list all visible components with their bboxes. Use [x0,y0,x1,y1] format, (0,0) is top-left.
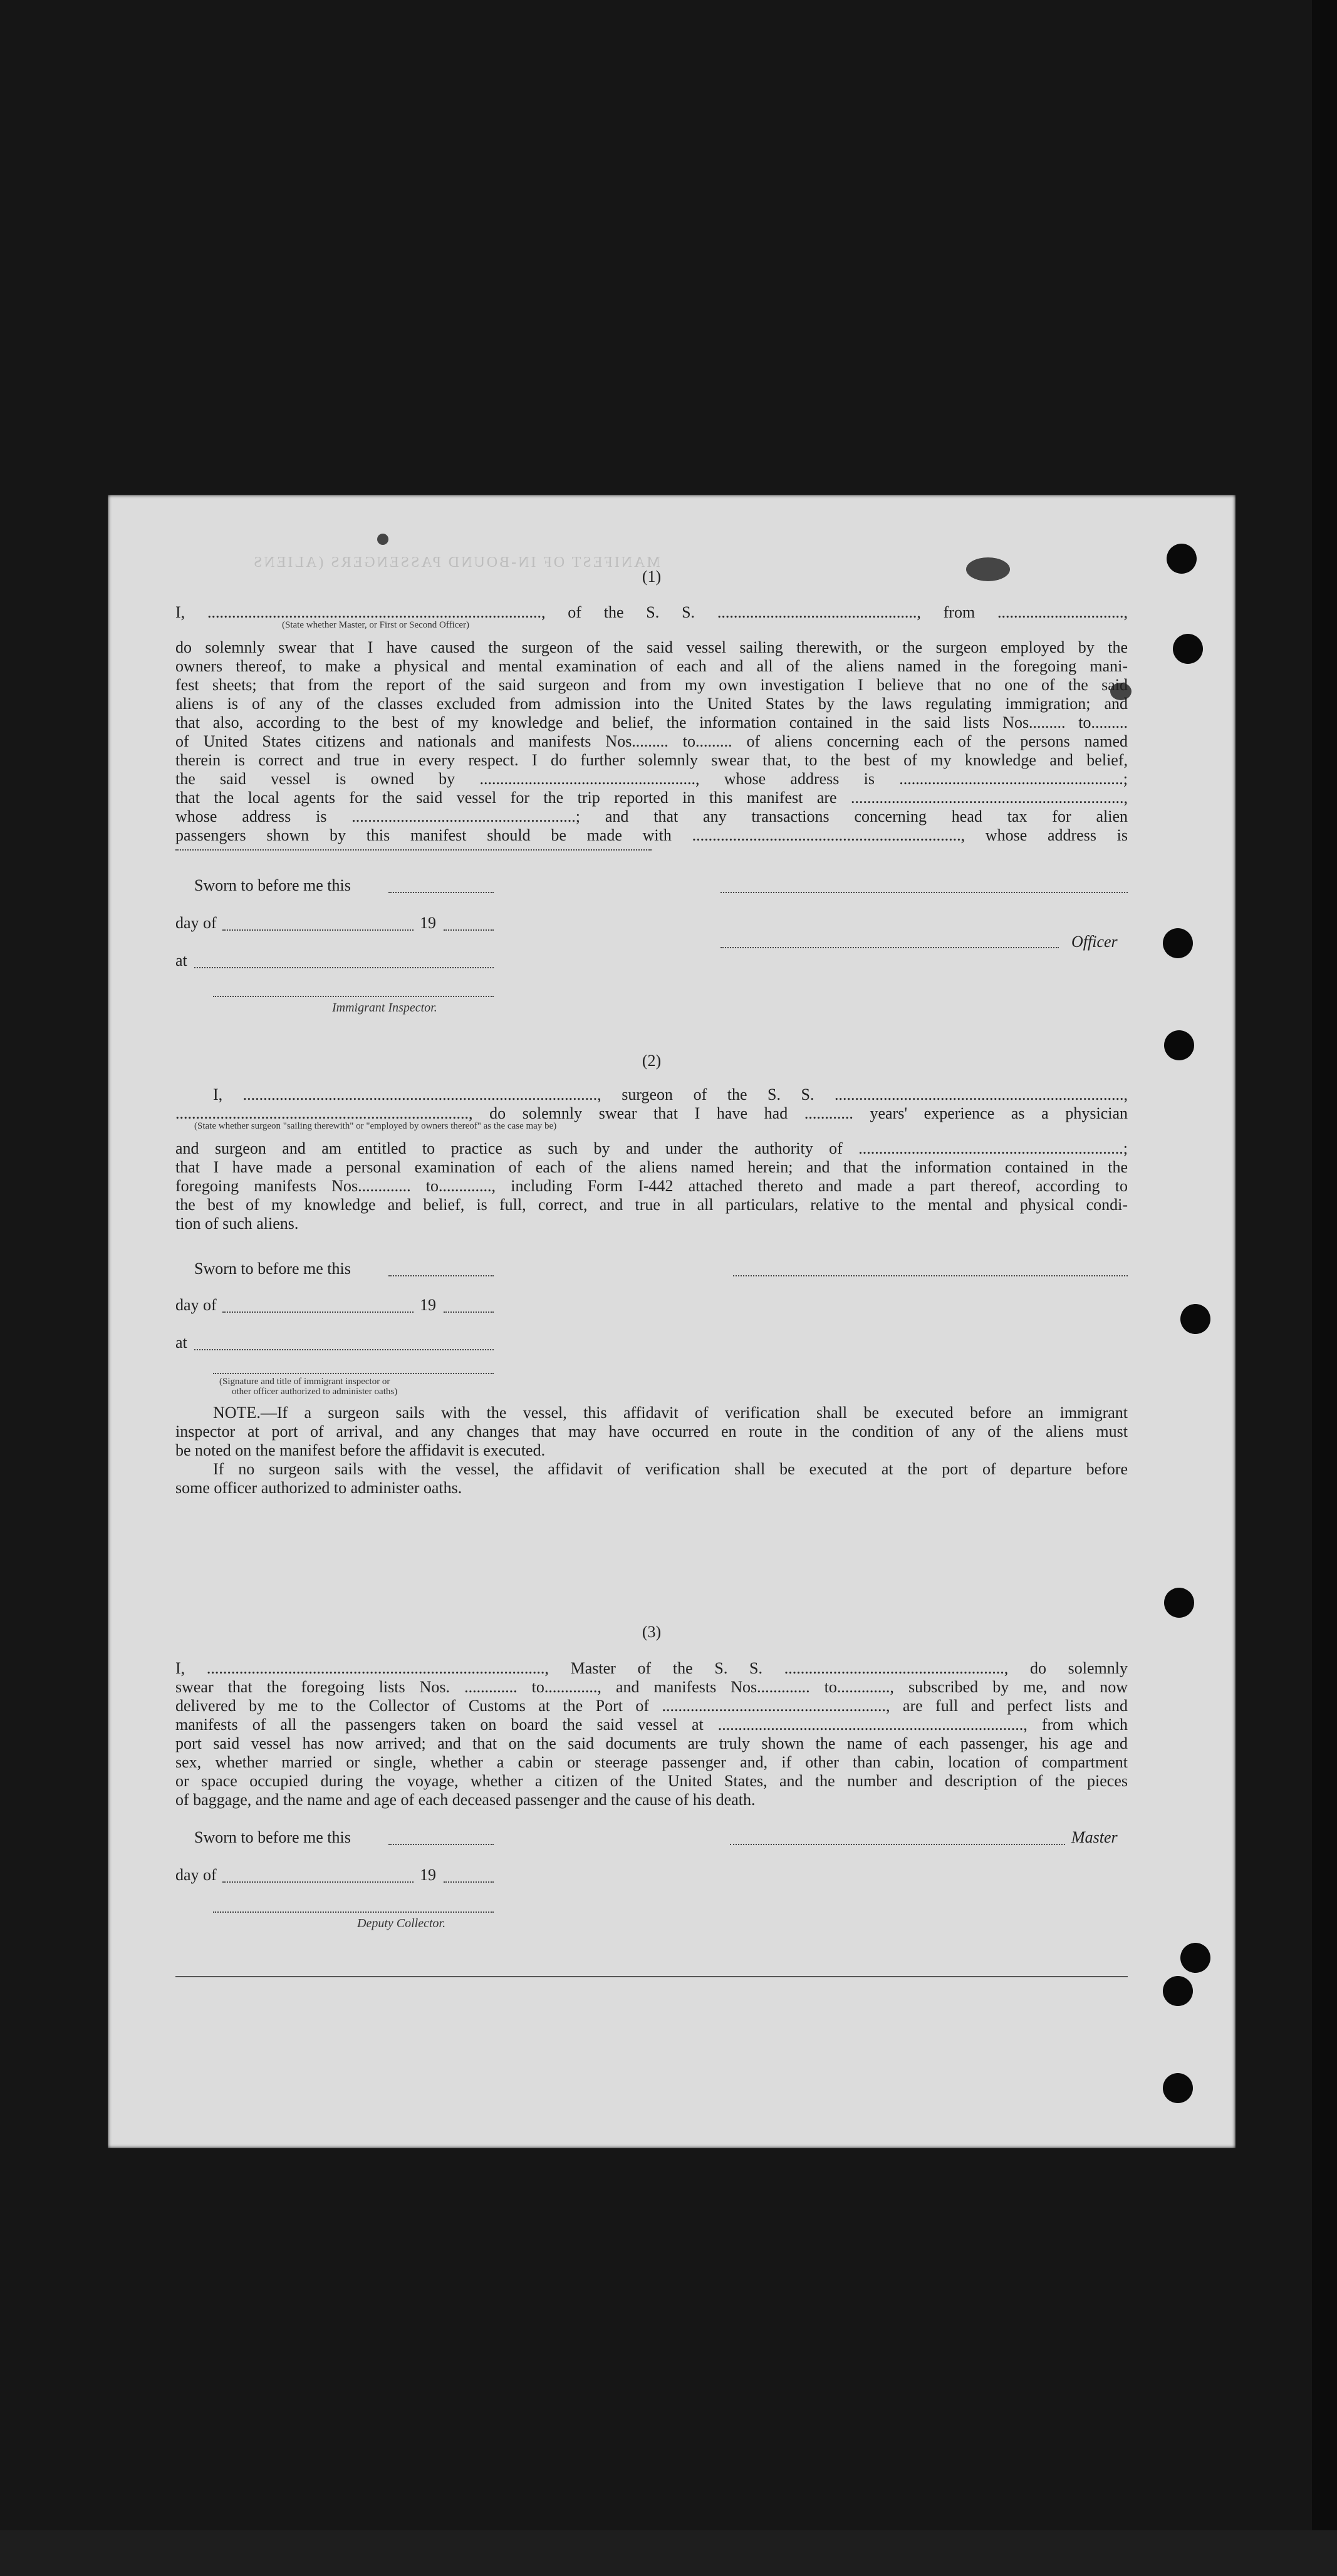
section-1-line: of United States citizens and nationals and manifests Nos......... to......... of aliens concerning each of the persons named [175,732,1128,750]
sworn-date-blank [388,892,494,893]
inspector-signature-blank [213,1373,494,1374]
section-2-oath-line: I, ......................................................................................., surgeon of the S. S. ......................................................................., [213,1085,1128,1104]
section-3-line: or space occupied during the voyage, whether a citizen of the United States, and the number and description of the pieces [175,1772,1128,1790]
sworn-date-blank [388,1844,494,1845]
year-blank [444,1881,494,1883]
section-2-second-line: ........................................................................, do solemnly swear that I have had ............ years' experience as a physician [175,1104,1128,1122]
section-2-line: and surgeon and am entitled to practice as such by and under the authority of .................................................................; [175,1139,1128,1157]
section-1-line: owners thereof, to make a physical and mental examination of each and all of the aliens named in the foregoing mani- [175,657,1128,675]
section-1-line: the said vessel is owned by ....................................................., whose address is .......................................................; [175,770,1128,788]
inspector-signature-blank [213,996,494,997]
punch-hole [1163,2073,1193,2103]
section-2-caption: (State whether surgeon "sailing therewith" or "employed by owners thereof" as the case may be) [194,1121,557,1131]
section-1-day-of-label: day of [175,914,217,932]
section-1-line: whose address is .......................................................; and that any transactions concerning head tax for alien [175,807,1128,825]
document-page [108,495,1236,2148]
deputy-collector-caption: Deputy Collector. [357,1916,446,1930]
officer-label: Officer [1071,933,1118,951]
punch-hole [1167,544,1197,574]
section-1-line: passengers shown by this manifest should be made with .................................................................., whose address is [175,826,1128,844]
section-2-year-label: 19 [420,1296,436,1314]
section-3-line: I, ..................................................................................., Master of the S. S. ......................................................, do solemnly [175,1659,1128,1677]
section-1-line: therein is correct and true in every respect. I do further solemnly swear that, to the best of my knowledge and belief, [175,751,1128,769]
section-2-line: the best of my knowledge and belief, is full, correct, and true in all particulars, relative to the mental and physical condi- [175,1196,1128,1214]
section-1-line: that the local agents for the said vessel for the trip reported in this manifest are ..................................................................., [175,789,1128,807]
section-3-line: sex, whether married or single, whether a cabin or steerage passenger and, if other than cabin, location of compartment [175,1753,1128,1771]
punch-hole [1163,1976,1193,2006]
scan-bottom-band [0,2530,1337,2576]
punch-hole [1164,1030,1194,1060]
day-blank [222,929,414,931]
section-1-oath-caption: (State whether Master, or First or Second Officer) [282,620,470,630]
section-2-note-last: be noted on the manifest before the affidavit is executed. [175,1441,546,1459]
section-1-at-label: at [175,951,187,970]
master-signature-blank [730,1844,1065,1845]
place-blank [194,1349,494,1350]
section-1-line: aliens is of any of the classes excluded from admission into the United States by the laws regulating immigration; and [175,695,1128,713]
year-blank [444,929,494,931]
section-1-line: that also, according to the best of my knowledge and belief, the information contained in the said lists Nos......... to......... [175,713,1128,732]
place-blank [194,967,494,968]
section-3-line: delivered by me to the Collector of Customs at the Port of ......................................................., are full and perfect lists and [175,1697,1128,1715]
year-blank [444,1311,494,1313]
collector-signature-blank [213,1911,494,1913]
section-2-signer-caption: (Signature and title of immigrant inspector or [219,1377,390,1387]
inspector-caption: Immigrant Inspector. [332,1001,437,1015]
section-3-line: swear that the foregoing lists Nos. ............. to............., and manifests Nos............. to............., subscribed by me, and now [175,1678,1128,1696]
section-3-line: port said vessel has now arrived; and that on the said documents are truly shown the name of each passenger, his age and [175,1734,1128,1752]
section-2-note-line: NOTE.—If a surgeon sails with the vessel, this affidavit of verification shall be executed before an immigrant [213,1404,1128,1422]
section-1-line: fest sheets; that from the report of the said surgeon and from my own investigation I believe that no one of the said [175,676,1128,694]
section-1-sworn-label: Sworn to before me this [194,876,351,894]
section-3-line: manifests of all the passengers taken on board the said vessel at ..........................................................................., from which [175,1715,1128,1734]
section-1-oath-line: I, .................................................................................., of the S. S. ................................................., from ..............................., [175,603,1128,621]
bottom-rule [175,1976,1128,1977]
section-2-at-label: at [175,1333,187,1352]
master-label: Master [1071,1828,1118,1846]
section-2-line: that I have made a personal examination of each of the aliens named herein; and that the information contained in the [175,1158,1128,1176]
section-1-number: (1) [642,567,662,586]
signature-blank [721,892,1128,893]
punch-hole [1173,634,1203,664]
day-blank [222,1881,414,1883]
punch-hole [1180,1943,1210,1973]
section-2-note-line: inspector at port of arrival, and any changes that may have occurred en route in the condition of any of the aliens must [175,1422,1128,1441]
section-2-note2-line: If no surgeon sails with the vessel, the affidavit of verification shall be executed at the port of departure before [213,1460,1128,1478]
ink-smudge [377,534,388,545]
section-3-sworn-label: Sworn to before me this [194,1828,351,1846]
punch-hole [1163,928,1193,958]
section-3-number: (3) [642,1623,662,1641]
section-3-last-line: of baggage, and the name and age of each deceased passenger and the cause of his death. [175,1791,756,1809]
surgeon-signature-blank [733,1275,1128,1276]
address-blank [175,849,652,851]
section-2-signer-caption: other officer authorized to administer oaths) [232,1387,398,1397]
scan-right-edge [1312,0,1337,2576]
section-3-year-label: 19 [420,1866,436,1884]
section-2-day-of-label: day of [175,1296,217,1314]
section-1-line: do solemnly swear that I have caused the surgeon of the said vessel sailing therewith, or the surgeon employed by the [175,638,1128,656]
punch-hole [1164,1588,1194,1618]
section-1-year-label: 19 [420,914,436,932]
section-2-sworn-label: Sworn to before me this [194,1260,351,1278]
section-2-last-line: tion of such aliens. [175,1214,299,1233]
officer-signature-blank [721,947,1059,948]
punch-hole [1180,1304,1210,1334]
day-blank [222,1311,414,1313]
sworn-date-blank [388,1275,494,1276]
section-2-number: (2) [642,1052,662,1070]
section-2-note2-last: some officer authorized to administer oaths. [175,1479,462,1497]
section-3-day-of-label: day of [175,1866,217,1884]
bleed-through-text: MANIFEST OF IN-BOUND PASSENGERS (ALIENS [252,554,660,571]
section-2-line: foregoing manifests Nos............. to............., including Form I-442 attached thereto and made a part thereof, according to [175,1177,1128,1195]
